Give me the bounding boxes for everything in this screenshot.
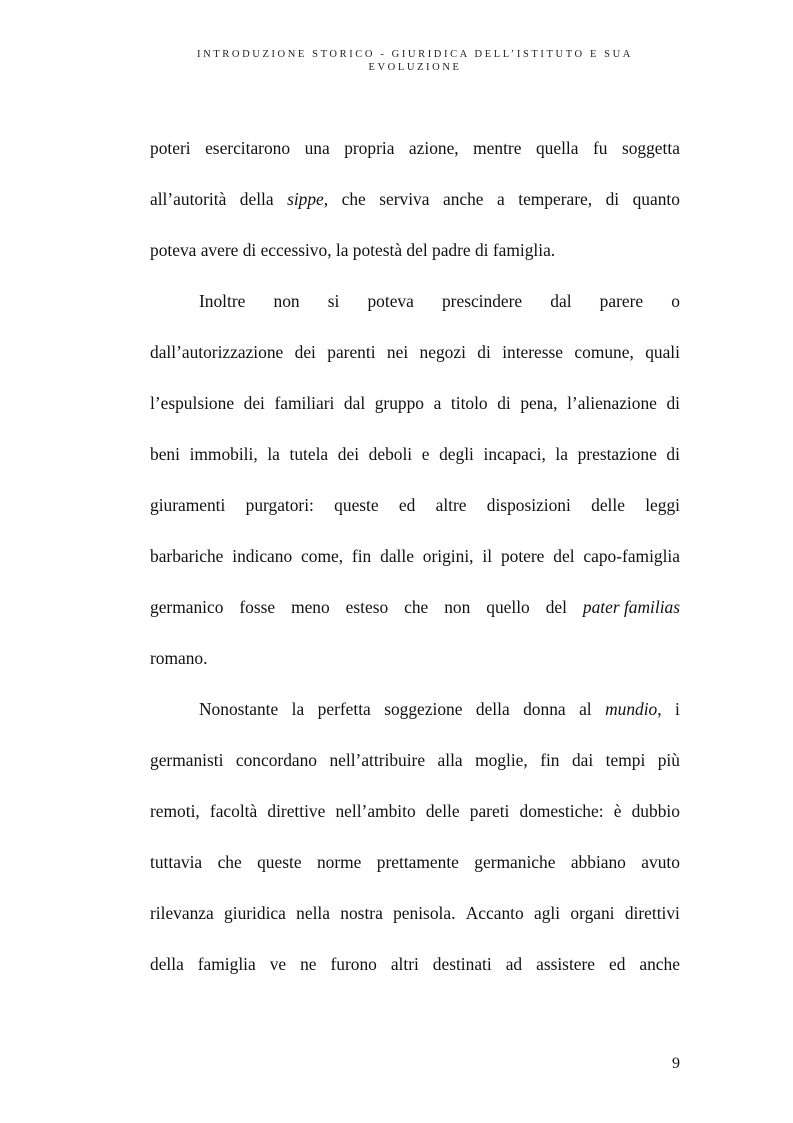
word: parere xyxy=(599,291,644,311)
body-text xyxy=(150,130,680,997)
word: immobili, xyxy=(189,444,258,464)
word: l’espulsione xyxy=(150,393,235,413)
word: una xyxy=(304,138,330,158)
word: comune, xyxy=(574,342,634,362)
word: Accanto xyxy=(465,903,524,923)
word: di xyxy=(477,342,491,362)
word: di xyxy=(666,444,680,464)
word: norme xyxy=(316,852,362,872)
word: alla xyxy=(437,750,463,770)
word: della xyxy=(475,699,510,719)
word: come, xyxy=(301,546,344,566)
word: nei xyxy=(386,342,409,362)
word: a xyxy=(433,393,442,413)
word: ed xyxy=(398,495,416,515)
text-line xyxy=(150,283,680,334)
word: delle xyxy=(425,801,460,821)
text-line xyxy=(150,793,680,844)
word: ad xyxy=(505,954,523,974)
word: interesse xyxy=(502,342,564,362)
word: barbariche xyxy=(150,546,224,566)
word: dal xyxy=(550,291,572,311)
word: della xyxy=(150,954,184,974)
word: parenti xyxy=(327,342,376,362)
word: soggetta xyxy=(621,138,680,158)
text-line xyxy=(150,946,680,997)
text-line xyxy=(150,487,680,538)
word: concordano xyxy=(235,750,317,770)
word: più xyxy=(657,750,680,770)
word: è xyxy=(613,801,622,821)
word: beni xyxy=(150,444,180,464)
word: la xyxy=(555,444,568,464)
word: che xyxy=(404,597,429,617)
word: fosse xyxy=(239,597,276,617)
word: altri xyxy=(390,954,419,974)
word: organi xyxy=(570,903,615,923)
text-line xyxy=(150,538,680,589)
italic-term: sippe xyxy=(287,189,324,209)
italic-term: mundio xyxy=(605,699,658,719)
word: e xyxy=(421,444,430,464)
word: ve xyxy=(269,954,287,974)
header-line-1: INTRODUZIONE STORICO - GIURIDICA DELL’ISTITUTO E SUA xyxy=(197,49,633,60)
word: serviva xyxy=(379,189,430,209)
word: fin xyxy=(351,546,372,566)
word: di xyxy=(605,189,620,209)
word: dal xyxy=(343,393,366,413)
word: queste xyxy=(257,852,302,872)
word: giuridica xyxy=(224,903,286,923)
word: pareti xyxy=(469,801,510,821)
word: altre xyxy=(435,495,467,515)
word: Inoltre xyxy=(199,291,246,311)
word: ed xyxy=(608,954,626,974)
text-line xyxy=(150,385,680,436)
word: nell’ambito xyxy=(335,801,416,821)
italic-term: pater familias xyxy=(582,597,680,617)
word: degli xyxy=(439,444,474,464)
word: negozi xyxy=(419,342,466,362)
word: germanico xyxy=(150,597,224,617)
word: fin xyxy=(540,750,560,770)
word: indicano xyxy=(232,546,293,566)
word: del xyxy=(553,546,575,566)
word: azione, xyxy=(408,138,459,158)
word: che xyxy=(341,189,366,209)
text-line xyxy=(150,742,680,793)
word: nella xyxy=(296,903,330,923)
word: tempi xyxy=(605,750,646,770)
word: pena, xyxy=(520,393,558,413)
word: germaniche xyxy=(474,852,556,872)
word: rilevanza xyxy=(150,903,214,923)
word: origini, xyxy=(422,546,474,566)
word: non xyxy=(444,597,471,617)
word: si xyxy=(327,291,340,311)
word: tuttavia xyxy=(150,852,203,872)
word: Nonostante xyxy=(199,699,279,719)
word: non xyxy=(273,291,300,311)
word: donna xyxy=(523,699,566,719)
word: titolo xyxy=(450,393,488,413)
word: potere xyxy=(500,546,545,566)
text-line xyxy=(150,130,680,181)
word: della xyxy=(239,189,274,209)
punctuation: , xyxy=(323,189,329,209)
text-line xyxy=(150,589,680,640)
word: nell’attribuire xyxy=(329,750,426,770)
word: direttive xyxy=(267,801,326,821)
text-line xyxy=(150,844,680,895)
word: i xyxy=(675,699,680,719)
word: poteva xyxy=(367,291,414,311)
running-header xyxy=(150,48,680,74)
word: dalle xyxy=(380,546,414,566)
word: dei xyxy=(294,342,316,362)
word: furono xyxy=(330,954,377,974)
word: di xyxy=(497,393,511,413)
word xyxy=(287,181,328,232)
word: che xyxy=(217,852,242,872)
word: penisola. xyxy=(393,903,456,923)
page-number: 9 xyxy=(672,1055,680,1072)
word: la xyxy=(291,699,305,719)
word: giuramenti xyxy=(150,495,226,515)
word: dai xyxy=(571,750,594,770)
word: meno xyxy=(291,597,330,617)
word: a xyxy=(497,189,505,209)
word: mentre xyxy=(473,138,522,158)
word: facoltà xyxy=(209,801,258,821)
word: delle xyxy=(591,495,625,515)
word: incapaci, xyxy=(483,444,546,464)
word: esteso xyxy=(345,597,389,617)
text-line xyxy=(150,181,680,232)
word: poteri xyxy=(150,138,191,158)
word: al xyxy=(579,699,592,719)
word: capo-famiglia xyxy=(583,546,680,566)
word: quali xyxy=(645,342,680,362)
word: anche xyxy=(442,189,484,209)
word: quanto xyxy=(632,189,680,209)
word: avuto xyxy=(641,852,680,872)
word: dei xyxy=(243,393,265,413)
word: abbiano xyxy=(570,852,626,872)
word: prescindere xyxy=(441,291,523,311)
word: soggezione xyxy=(384,699,463,719)
word: la xyxy=(267,444,280,464)
word: domestiche: xyxy=(519,801,604,821)
word: di xyxy=(666,393,680,413)
word: esercitarono xyxy=(205,138,291,158)
text-line: poteva avere di eccessivo, la potestà del padre di famiglia. xyxy=(150,240,556,260)
text-line xyxy=(150,334,680,385)
text-line xyxy=(150,436,680,487)
word: l’alienazione xyxy=(567,393,657,413)
word: o xyxy=(671,291,680,311)
word: prestazione xyxy=(577,444,657,464)
word: temperare, xyxy=(518,189,593,209)
text-line xyxy=(150,691,680,742)
word: all’autorità xyxy=(150,189,227,209)
word: familiari xyxy=(274,393,335,413)
word: ne xyxy=(300,954,317,974)
word: del xyxy=(545,597,567,617)
header-line-2: EVOLUZIONE xyxy=(368,62,462,73)
word: tutela xyxy=(289,444,329,464)
word: remoti, xyxy=(150,801,200,821)
word: disposizioni xyxy=(486,495,571,515)
word: nostra xyxy=(340,903,383,923)
word: destinati xyxy=(432,954,492,974)
word: quella xyxy=(535,138,579,158)
word: dubbio xyxy=(631,801,680,821)
word: famiglia xyxy=(197,954,256,974)
word: propria xyxy=(344,138,395,158)
text-line xyxy=(150,895,680,946)
word: anche xyxy=(639,954,680,974)
word: moglie, xyxy=(475,750,528,770)
word: gruppo xyxy=(374,393,425,413)
word: deboli xyxy=(368,444,413,464)
word: prettamente xyxy=(376,852,459,872)
punctuation: , xyxy=(657,699,662,719)
word: quello xyxy=(486,597,530,617)
word: direttivi xyxy=(624,903,680,923)
word: il xyxy=(482,546,493,566)
word: agli xyxy=(534,903,561,923)
word: perfetta xyxy=(317,699,371,719)
word xyxy=(605,691,662,742)
word: leggi xyxy=(645,495,680,515)
word: fu xyxy=(592,138,608,158)
word: dall’autorizzazione xyxy=(150,342,284,362)
word: queste xyxy=(334,495,379,515)
word: germanisti xyxy=(150,750,224,770)
text-line: romano. xyxy=(150,648,208,668)
word: dei xyxy=(337,444,360,464)
word: purgatori: xyxy=(245,495,314,515)
word: assistere xyxy=(536,954,596,974)
